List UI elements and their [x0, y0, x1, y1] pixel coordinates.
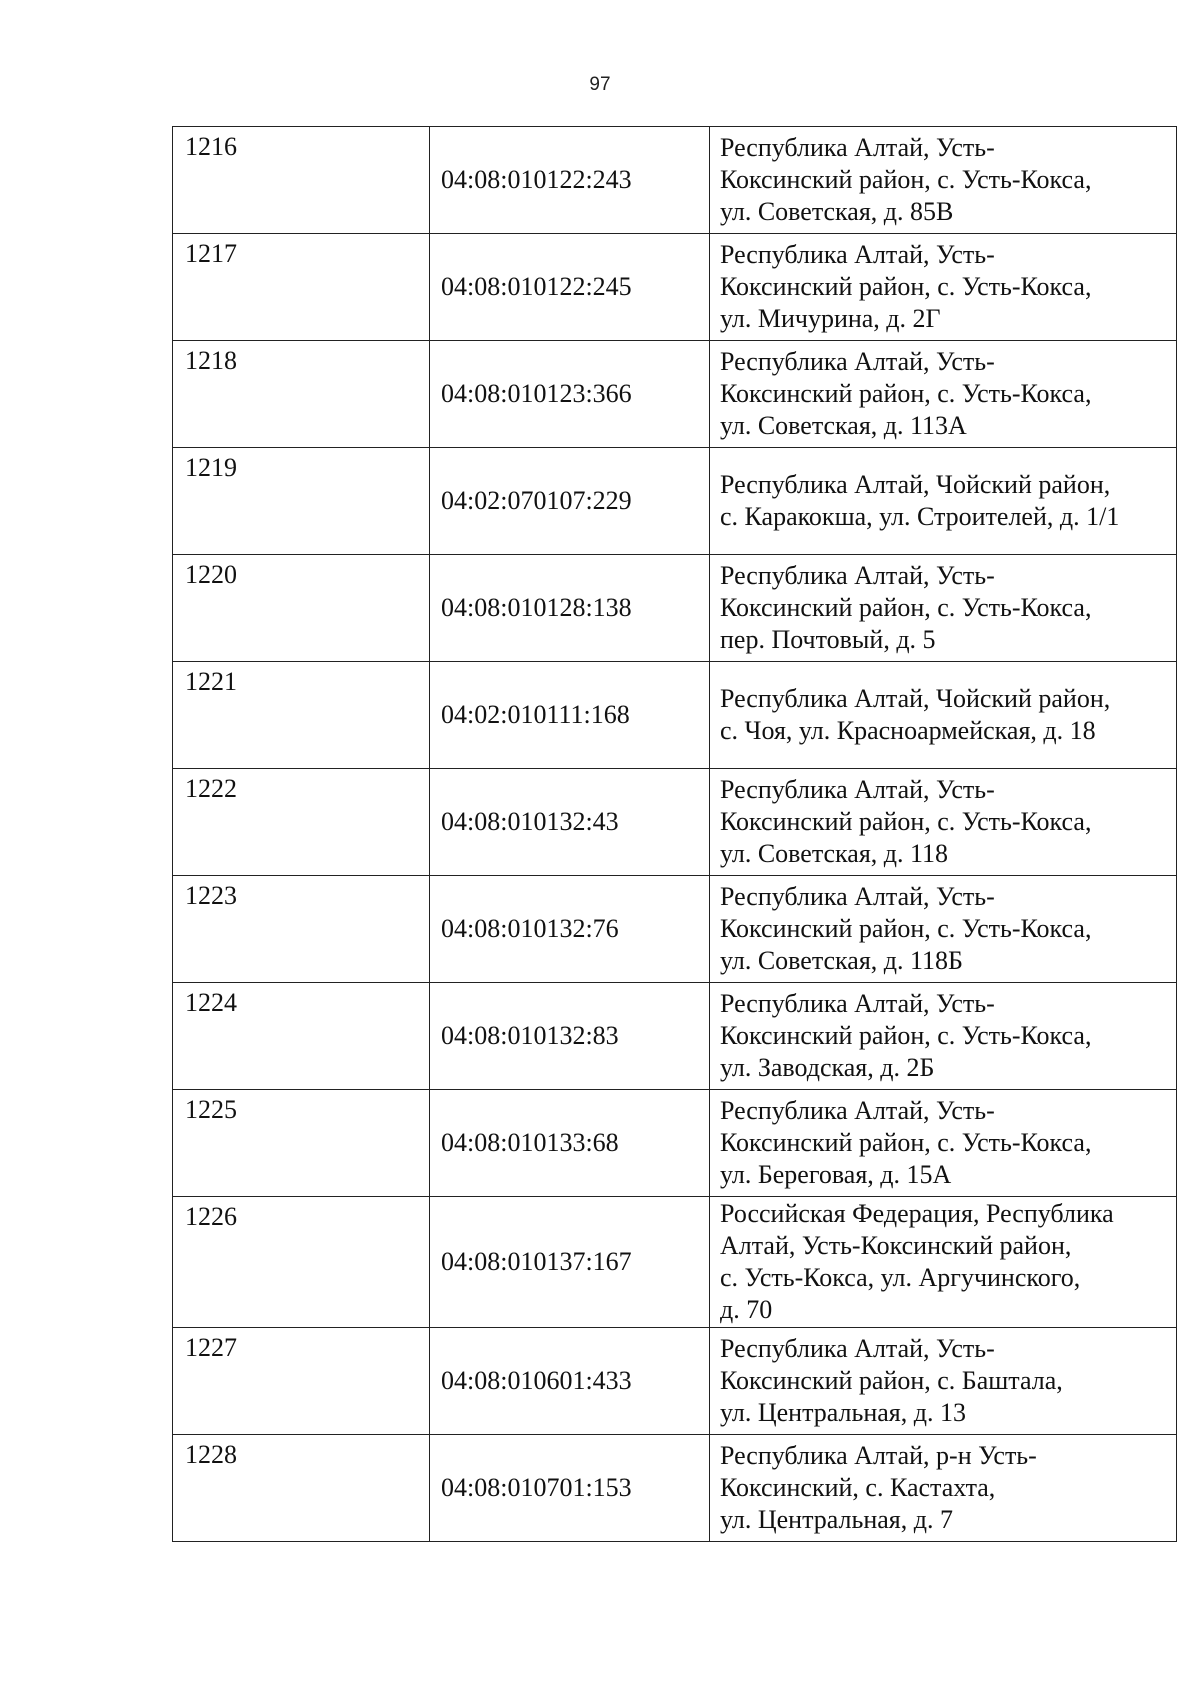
cadastral-number: 04:08:010132:76: [430, 876, 710, 983]
cadastral-number: 04:08:010128:138: [430, 555, 710, 662]
table-row: [173, 769, 1177, 876]
row-number: 1217: [173, 234, 430, 341]
cadastral-number: 04:08:010701:153: [430, 1435, 710, 1542]
address: Республика Алтай, Чойский район, с. Каракокша, ул. Строителей, д. 1/1: [710, 448, 1177, 555]
table-row: [173, 448, 1177, 555]
row-number: 1223: [173, 876, 430, 983]
row-number: 1228: [173, 1435, 430, 1542]
table-row: [173, 876, 1177, 983]
table-row: [173, 234, 1177, 341]
cadastral-number: 04:08:010132:43: [430, 769, 710, 876]
row-number: 1219: [173, 448, 430, 555]
address: Республика Алтай, р-н Усть- Коксинский, с. Кастахта, ул. Центральная, д. 7: [710, 1435, 1177, 1542]
table-row: [173, 983, 1177, 1090]
cadastral-number: 04:08:010123:366: [430, 341, 710, 448]
cadastral-number: 04:08:010132:83: [430, 983, 710, 1090]
table-row: [173, 662, 1177, 769]
address: Республика Алтай, Усть- Коксинский район, с. Усть-Кокса, ул. Береговая, д. 15А: [710, 1090, 1177, 1197]
table-row: [173, 341, 1177, 448]
address: Республика Алтай, Усть- Коксинский район, с. Усть-Кокса, ул. Советская, д. 118Б: [710, 876, 1177, 983]
address: Республика Алтай, Усть- Коксинский район, с. Усть-Кокса, ул. Советская, д. 113А: [710, 341, 1177, 448]
cadastral-number: 04:08:010122:245: [430, 234, 710, 341]
row-number: 1227: [173, 1328, 430, 1435]
row-number: 1226: [173, 1197, 430, 1328]
table-row: [173, 1328, 1177, 1435]
page-number: 97: [589, 74, 611, 95]
address: Республика Алтай, Усть- Коксинский район, с. Усть-Кокса, ул. Мичурина, д. 2Г: [710, 234, 1177, 341]
property-registry-table: [172, 126, 1177, 1542]
row-number: 1216: [173, 127, 430, 234]
row-number: 1221: [173, 662, 430, 769]
table-row: [173, 1197, 1177, 1328]
cadastral-number: 04:08:010137:167: [430, 1197, 710, 1328]
address: Республика Алтай, Усть- Коксинский район, с. Усть-Кокса, ул. Советская, д. 118: [710, 769, 1177, 876]
address: Республика Алтай, Усть- Коксинский район, с. Баштала, ул. Центральная, д. 13: [710, 1328, 1177, 1435]
cadastral-number: 04:02:010111:168: [430, 662, 710, 769]
cadastral-number: 04:08:010133:68: [430, 1090, 710, 1197]
row-number: 1222: [173, 769, 430, 876]
table-row: [173, 1090, 1177, 1197]
row-number: 1218: [173, 341, 430, 448]
address: Республика Алтай, Усть- Коксинский район, с. Усть-Кокса, ул. Заводская, д. 2Б: [710, 983, 1177, 1090]
table-row: [173, 555, 1177, 662]
cadastral-number: 04:08:010601:433: [430, 1328, 710, 1435]
address: Республика Алтай, Усть- Коксинский район, с. Усть-Кокса, пер. Почтовый, д. 5: [710, 555, 1177, 662]
cadastral-number: 04:08:010122:243: [430, 127, 710, 234]
address: Республика Алтай, Усть- Коксинский район, с. Усть-Кокса, ул. Советская, д. 85В: [710, 127, 1177, 234]
cadastral-number: 04:02:070107:229: [430, 448, 710, 555]
row-number: 1224: [173, 983, 430, 1090]
table-row: [173, 127, 1177, 234]
table-row: [173, 1435, 1177, 1542]
row-number: 1220: [173, 555, 430, 662]
address: Российская Федерация, Республика Алтай, Усть-Коксинский район, с. Усть-Кокса, ул. Аргучинского, д. 70: [710, 1197, 1177, 1328]
row-number: 1225: [173, 1090, 430, 1197]
address: Республика Алтай, Чойский район, с. Чоя, ул. Красноармейская, д. 18: [710, 662, 1177, 769]
